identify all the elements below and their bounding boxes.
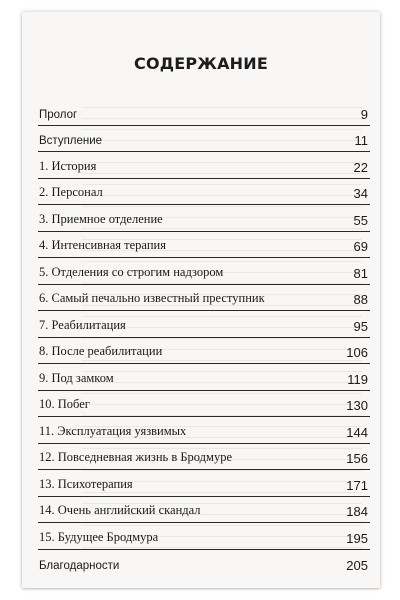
toc-entry-label: 15. Будущее Бродмура bbox=[39, 529, 159, 544]
toc-entry-chapter-9 bbox=[38, 364, 370, 391]
toc-entry-chapter-13 bbox=[38, 470, 370, 497]
toc-entry-chapter-1 bbox=[38, 152, 370, 179]
toc-entry-page: 81 bbox=[353, 265, 368, 281]
toc-entry-label: 3. Приемное отделение bbox=[39, 211, 163, 226]
toc-entry-page: 69 bbox=[353, 239, 368, 254]
toc-entry-page: 34 bbox=[353, 186, 368, 201]
toc-entry-label: 7. Реабилитация bbox=[39, 317, 126, 332]
toc-entry-label: 13. Психотерапия bbox=[39, 476, 133, 491]
toc-entry-label: 5. Отделения со строгим надзором bbox=[39, 264, 224, 279]
toc-entry-chapter-15 bbox=[38, 523, 370, 550]
toc-entry-label: 10. Побег bbox=[39, 397, 90, 411]
toc-entry-chapter-8 bbox=[38, 338, 370, 365]
toc-entry-introduction bbox=[38, 126, 370, 153]
toc-entry-label: 8. После реабилитации bbox=[39, 344, 163, 358]
toc-entry-label: 1. История bbox=[39, 158, 97, 173]
toc-entry-chapter-3 bbox=[38, 205, 370, 232]
toc-entry-chapter-10 bbox=[38, 391, 370, 418]
toc-entry-page: 205 bbox=[346, 558, 368, 573]
toc-entry-page: 106 bbox=[346, 345, 368, 360]
book-page bbox=[22, 12, 380, 588]
toc-entry-page: 119 bbox=[347, 371, 368, 387]
toc-entry-page: 144 bbox=[346, 424, 368, 440]
toc-entry-page: 9 bbox=[360, 106, 368, 122]
toc-entry-page: 88 bbox=[353, 292, 368, 307]
toc-entry-chapter-4 bbox=[38, 232, 370, 259]
toc-entry-label: 6. Самый печально известный преступник bbox=[39, 291, 265, 305]
toc-entry-label: 14. Очень английский скандал bbox=[39, 503, 201, 517]
toc-entry-chapter-7 bbox=[38, 311, 370, 338]
table-of-contents bbox=[38, 99, 370, 576]
page-title: СОДЕРЖАНИЕ bbox=[134, 54, 268, 73]
toc-entry-label: 9. Под замком bbox=[39, 370, 114, 385]
toc-entry-page: 156 bbox=[346, 451, 368, 466]
toc-entry-page: 130 bbox=[346, 398, 368, 413]
toc-entry-label: 2. Персонал bbox=[39, 185, 103, 199]
toc-entry-label: 11. Эксплуатация уязвимых bbox=[39, 423, 187, 438]
toc-entry-page: 171 bbox=[346, 477, 368, 493]
toc-entry-label: 4. Интенсивная терапия bbox=[39, 238, 166, 252]
toc-entry-page: 22 bbox=[353, 159, 368, 175]
toc-entry-label: Вступление bbox=[39, 135, 103, 147]
toc-entry-label: Благодарности bbox=[39, 560, 120, 572]
toc-entry-label: Пролог bbox=[39, 108, 78, 121]
toc-entry-chapter-5 bbox=[38, 258, 370, 285]
toc-entry-chapter-2 bbox=[38, 179, 370, 206]
toc-entry-chapter-11 bbox=[38, 417, 370, 444]
toc-entry-label: 12. Повседневная жизнь в Бродмуре bbox=[39, 450, 232, 464]
toc-entry-prologue bbox=[38, 99, 370, 126]
toc-entry-chapter-14 bbox=[38, 497, 370, 524]
toc-entry-chapter-12 bbox=[38, 444, 370, 471]
toc-entry-page: 55 bbox=[353, 212, 368, 228]
toc-entry-page: 195 bbox=[346, 530, 368, 546]
toc-entry-acknowledgements bbox=[38, 550, 370, 577]
toc-entry-page: 11 bbox=[354, 133, 368, 148]
toc-entry-chapter-6 bbox=[38, 285, 370, 312]
toc-entry-page: 95 bbox=[353, 318, 368, 334]
toc-entry-page: 184 bbox=[346, 504, 368, 519]
